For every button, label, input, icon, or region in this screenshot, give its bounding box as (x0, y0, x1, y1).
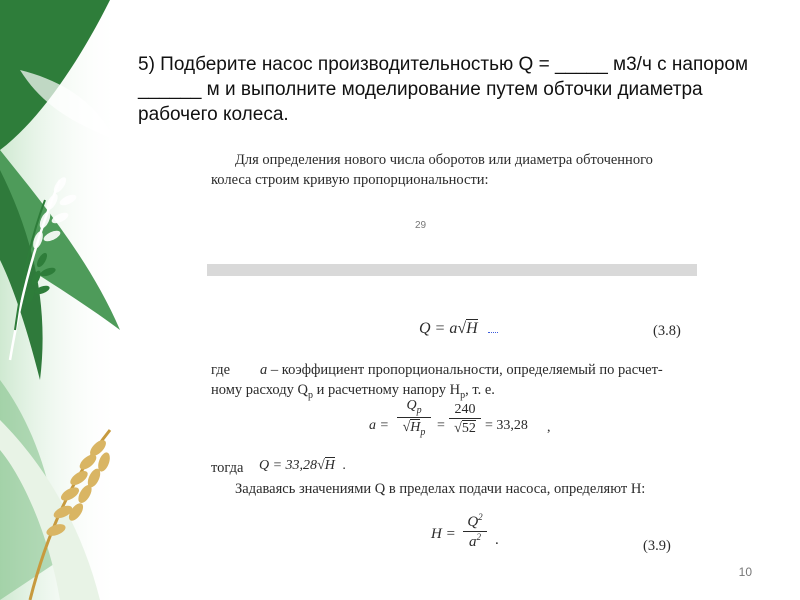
equation-togda: Q = 33,28√H . (259, 458, 346, 473)
page-break-bar (207, 264, 697, 276)
where-paragraph: где a – коэффициент пропорциональности, определяемый по расчет-ному расходу $Q_р$ и расчетному напору $Н_р$, т. е. (211, 362, 663, 401)
eq38-radicand: H (466, 320, 478, 337)
slide-number: 10 (738, 565, 752, 579)
textbook-excerpt: Для определения нового числа оборотов или диаметра обточенного колеса строим кривую пропорциональности: 29 Q = a√H (3.8) где a – коэффициент пропорциональности, определяемый по расчет-ному расходу $Q_р$ и расчетному напору $Н_р$, т. е. a = $Q_p$ $√H_p$ = 240 √52 = 33,28 , тогда Q = 33,28√H . Задаваясь значениями Q в пределах подачи насоса, определяют Н: H = $Q^2$ $a^2$ . (3.9) (205, 140, 705, 580)
intro-paragraph: Для определения нового числа оборотов или диаметра обточенного колеса строим кривую пропорциональности: (211, 152, 653, 188)
equation-3-8-tag: (3.8) (653, 323, 681, 339)
book-page-number: 29 (415, 220, 427, 231)
togda-label: тогда (211, 460, 244, 476)
given-paragraph: Задаваясь значениями Q в пределах подачи насоса, определяют Н: (235, 481, 646, 497)
equation-3-9-tag: (3.9) (643, 538, 671, 554)
task-statement: 5) Подберите насос производительностью Q = _____ м3/ч с напором ______ м и выполните моделирование путем обточки диаметра рабочего колеса. (138, 54, 749, 125)
equation-3-8: Q = a√H (419, 320, 498, 338)
wheat-decoration-icon (0, 0, 130, 600)
eq38-lhs: Q = a (419, 320, 458, 337)
